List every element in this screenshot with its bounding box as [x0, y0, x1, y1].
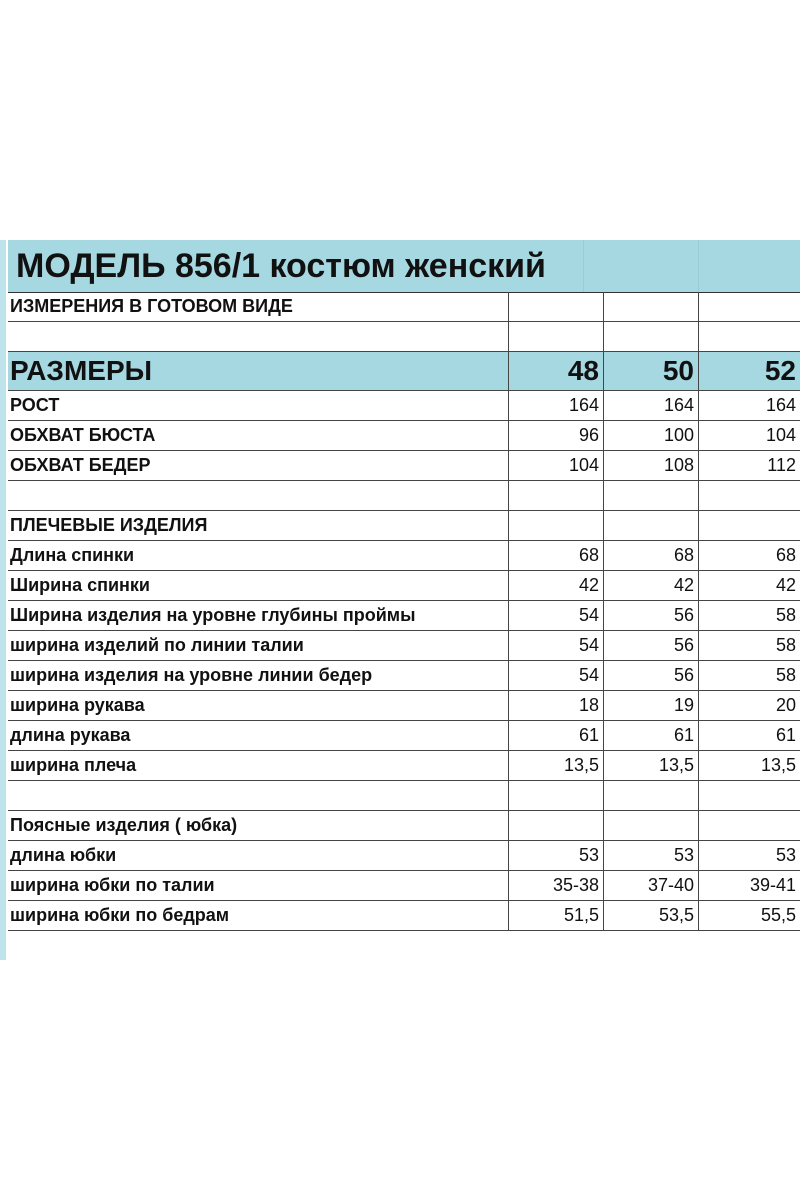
size-value-cell [508, 511, 603, 540]
size-value-cell: 50 [662, 355, 694, 386]
size-value-cell: 55,5 [760, 905, 796, 925]
size-value-cell [603, 322, 698, 351]
column-divider [508, 721, 509, 750]
size-value-cell [698, 811, 800, 840]
table-row [8, 541, 800, 571]
column-divider [508, 421, 509, 450]
size-value-cell: 42 [775, 575, 796, 595]
column-divider [698, 421, 699, 450]
size-value-cell [508, 292, 603, 321]
size-value-cell [508, 781, 603, 810]
column-divider [603, 631, 604, 660]
row-label: ширина юбки по талии [10, 875, 215, 895]
table-row [8, 661, 800, 691]
row-label: ПЛЕЧЕВЫЕ ИЗДЕЛИЯ [10, 515, 208, 535]
row-label: Ширина спинки [10, 575, 150, 595]
column-divider [698, 571, 699, 600]
column-divider [508, 691, 509, 720]
table-row [8, 721, 800, 751]
table-row [8, 391, 800, 421]
column-divider [508, 481, 509, 510]
row-label: ширина рукава [10, 695, 145, 715]
size-value-cell: 56 [673, 635, 694, 655]
column-divider [508, 511, 509, 540]
column-divider [698, 781, 699, 810]
column-divider [508, 781, 509, 810]
size-value-cell: 35-38 [552, 875, 599, 895]
table-row [8, 451, 800, 481]
column-divider [508, 811, 509, 840]
column-divider [603, 871, 604, 900]
size-value-cell: 13,5 [658, 755, 694, 775]
column-divider [698, 721, 699, 750]
model-title: МОДЕЛЬ 856/1 костюм женский [16, 247, 546, 285]
size-value-cell: 52 [764, 355, 796, 386]
row-label: ширина юбки по бедрам [10, 905, 230, 925]
table-row [8, 811, 800, 841]
column-divider [603, 421, 604, 450]
column-divider [508, 601, 509, 630]
row-label: Длина спинки [10, 545, 135, 565]
column-divider [698, 841, 699, 870]
row-label: РОСТ [10, 395, 60, 415]
title-cell-divider [583, 240, 584, 292]
table-row [8, 901, 800, 931]
size-value-cell: 104 [568, 455, 599, 475]
table-row [8, 292, 800, 322]
size-value-cell: 100 [663, 425, 694, 445]
size-value-cell [698, 781, 800, 810]
row-label: Поясные изделия ( юбка) [10, 815, 238, 835]
row-label: ОБХВАТ БЮСТА [10, 425, 156, 445]
size-value-cell [603, 811, 698, 840]
column-divider [603, 601, 604, 630]
row-label: Ширина изделия на уровне глубины проймы [10, 605, 416, 625]
size-value-cell: 164 [765, 395, 796, 415]
column-divider [508, 751, 509, 780]
size-value-cell: 54 [578, 605, 599, 625]
column-divider [603, 781, 604, 810]
size-value-cell: 48 [567, 355, 599, 386]
column-divider [508, 571, 509, 600]
column-divider [698, 751, 699, 780]
size-value-cell: 68 [578, 545, 599, 565]
column-divider [508, 391, 509, 420]
column-divider [508, 661, 509, 690]
column-divider [508, 322, 509, 351]
row-label: ширина изделия на уровне линии бедер [10, 665, 373, 685]
row-label [8, 781, 508, 810]
size-value-cell: 108 [663, 455, 694, 475]
size-value-cell: 96 [578, 425, 599, 445]
column-divider [698, 871, 699, 900]
column-divider [603, 391, 604, 420]
size-value-cell: 51,5 [563, 905, 599, 925]
size-value-cell: 164 [663, 395, 694, 415]
column-divider [508, 631, 509, 660]
column-divider [698, 511, 699, 540]
size-value-cell: 53 [578, 845, 599, 865]
column-divider [508, 292, 509, 321]
size-value-cell: 37-40 [647, 875, 694, 895]
row-label: ширина изделий по линии талии [10, 635, 304, 655]
size-value-cell: 54 [578, 635, 599, 655]
column-divider [698, 811, 699, 840]
column-divider [698, 292, 699, 321]
column-divider [603, 811, 604, 840]
column-divider [698, 451, 699, 480]
column-divider [603, 511, 604, 540]
table-row [8, 322, 800, 352]
size-value-cell: 56 [673, 605, 694, 625]
size-value-cell: 13,5 [563, 755, 599, 775]
row-label: длина юбки [10, 845, 117, 865]
size-value-cell: 56 [673, 665, 694, 685]
column-divider [603, 721, 604, 750]
table-row [8, 781, 800, 811]
size-value-cell: 42 [578, 575, 599, 595]
column-divider [698, 601, 699, 630]
size-value-cell: 39-41 [749, 875, 796, 895]
table-row [8, 841, 800, 871]
size-value-cell [698, 481, 800, 510]
column-divider [603, 292, 604, 321]
size-value-cell: 13,5 [760, 755, 796, 775]
table-grid [8, 292, 800, 931]
size-value-cell: 58 [775, 635, 796, 655]
table-row [8, 871, 800, 901]
row-label: ИЗМЕРЕНИЯ В ГОТОВОМ ВИДЕ [10, 296, 293, 316]
column-divider [603, 451, 604, 480]
size-value-cell [508, 811, 603, 840]
size-value-cell [603, 511, 698, 540]
size-value-cell: 61 [673, 725, 694, 745]
size-value-cell: 164 [568, 395, 599, 415]
column-divider [508, 541, 509, 570]
size-value-cell: 42 [673, 575, 694, 595]
table-row [8, 691, 800, 721]
table-row [8, 571, 800, 601]
size-value-cell: 53 [673, 845, 694, 865]
column-divider [603, 841, 604, 870]
table-row [8, 751, 800, 781]
size-value-cell [698, 292, 800, 321]
size-value-cell: 18 [578, 695, 599, 715]
column-divider [508, 451, 509, 480]
size-value-cell: 58 [775, 605, 796, 625]
title-row [8, 240, 800, 293]
column-divider [508, 352, 509, 390]
size-value-cell: 112 [767, 455, 796, 475]
size-value-cell: 20 [775, 695, 796, 715]
size-value-cell: 53,5 [658, 905, 694, 925]
column-divider [698, 691, 699, 720]
row-label: длина рукава [10, 725, 131, 745]
size-value-cell: 54 [578, 665, 599, 685]
column-divider [508, 901, 509, 930]
column-divider [698, 631, 699, 660]
table-row [8, 511, 800, 541]
column-divider [698, 481, 699, 510]
title-cell-divider [698, 240, 699, 292]
size-value-cell [508, 322, 603, 351]
row-label: ОБХВАТ БЕДЕР [10, 455, 151, 475]
column-divider [603, 322, 604, 351]
table-row [8, 421, 800, 451]
column-divider [603, 691, 604, 720]
column-divider [698, 352, 699, 390]
size-value-cell: 58 [775, 665, 796, 685]
size-value-cell [603, 781, 698, 810]
table-row [8, 601, 800, 631]
row-label: ширина плеча [10, 755, 137, 775]
size-value-cell: 53 [775, 845, 796, 865]
column-divider [603, 661, 604, 690]
column-divider [603, 901, 604, 930]
column-divider [698, 661, 699, 690]
size-value-cell [603, 292, 698, 321]
column-divider [603, 352, 604, 390]
size-value-cell: 61 [578, 725, 599, 745]
size-value-cell: 61 [775, 725, 796, 745]
size-value-cell: 68 [673, 545, 694, 565]
column-divider [603, 571, 604, 600]
size-value-cell [508, 481, 603, 510]
measurement-table [8, 240, 800, 960]
sizes-header-row [8, 352, 800, 391]
size-value-cell [603, 481, 698, 510]
column-divider [698, 901, 699, 930]
table-row [8, 631, 800, 661]
table-row [8, 481, 800, 511]
column-divider [603, 541, 604, 570]
column-divider [508, 841, 509, 870]
size-value-cell: 104 [765, 425, 796, 445]
size-value-cell [698, 511, 800, 540]
row-label [8, 322, 508, 351]
column-divider [603, 751, 604, 780]
size-value-cell: 68 [775, 545, 796, 565]
row-label [8, 481, 508, 510]
row-label: РАЗМЕРЫ [10, 355, 153, 386]
column-divider [508, 871, 509, 900]
column-divider [698, 541, 699, 570]
column-divider [603, 481, 604, 510]
size-value-cell [698, 322, 800, 351]
size-value-cell: 19 [673, 695, 694, 715]
column-divider [698, 391, 699, 420]
column-divider [698, 322, 699, 351]
